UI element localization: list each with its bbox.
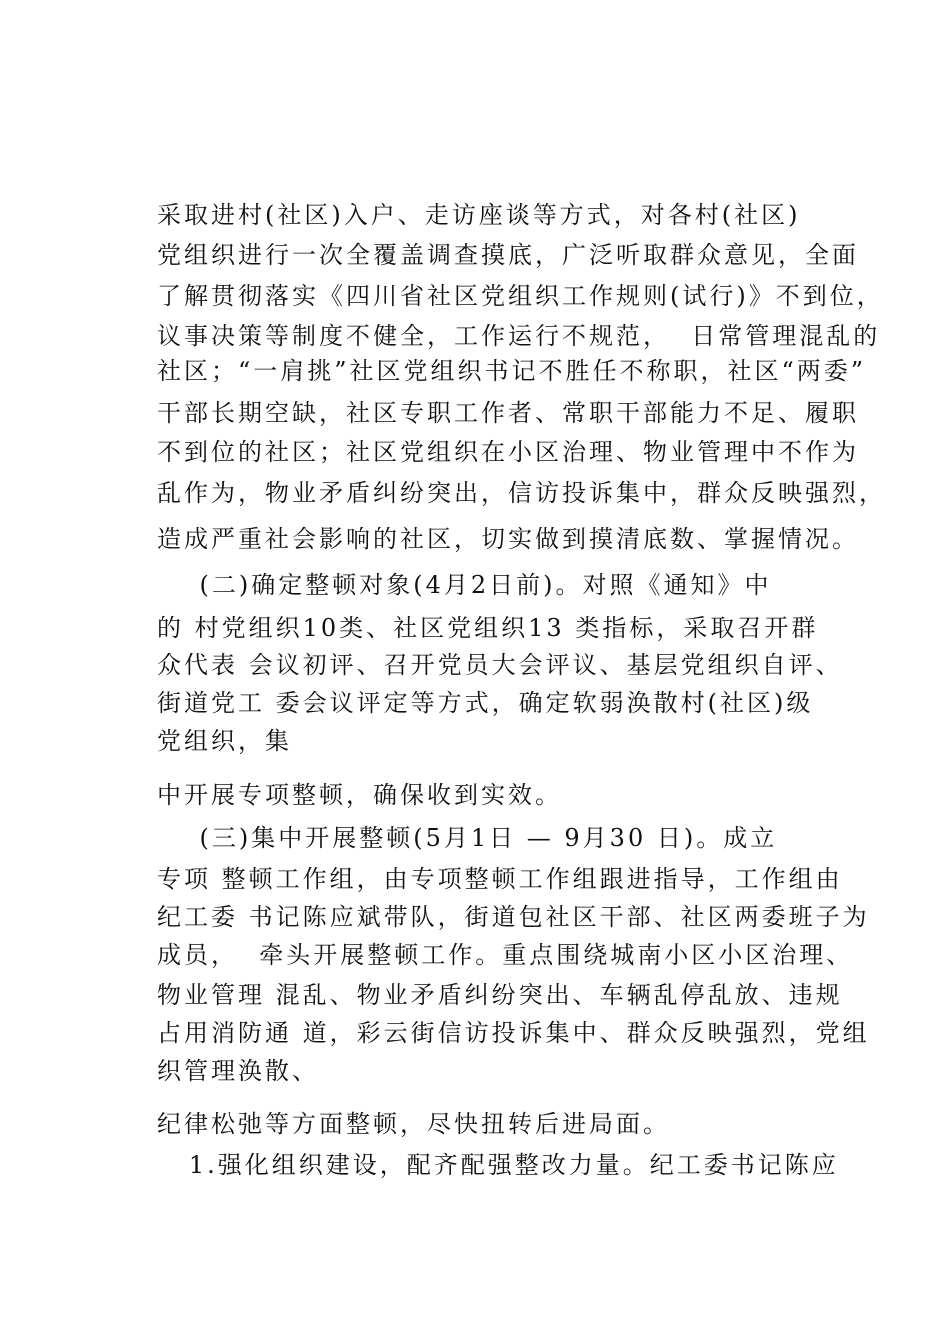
text-line: 织管理涣散、 bbox=[157, 1057, 319, 1085]
text-line: 街道党工 委会议评定等方式，确定软弱涣散村(社区)级 bbox=[157, 689, 814, 717]
text-line: 党组织，集 bbox=[157, 727, 292, 755]
text-line: 中开展专项整顿，确保收到实效。 bbox=[157, 781, 562, 809]
text-line: 党组织进行一次全覆盖调查摸底，广泛听取群众意见，全面 bbox=[157, 241, 859, 269]
text-line: 议事决策等制度不健全，工作运行不规范， 日常管理混乱的 bbox=[157, 322, 881, 350]
text-line: 不到位的社区；社区党组织在小区治理、物业管理中不作为 bbox=[157, 438, 859, 466]
text-line: 专项 整顿工作组，由专项整顿工作组跟进指导，工作组由 bbox=[157, 865, 843, 893]
text-line: 的 村党组织10类、社区党组织13 类指标，采取召开群 bbox=[157, 614, 819, 642]
text-line: 众代表 会议初评、召开党员大会评议、基层党组织自评、 bbox=[157, 651, 843, 679]
text-line: 纪工委 书记陈应斌带队，街道包社区干部、社区两委班子为 bbox=[157, 903, 870, 931]
text-line: 成员， 牵头开展整顿工作。重点围绕城南小区小区治理、 bbox=[157, 941, 854, 969]
text-line: 社区；“一肩挑”社区党组织书记不胜任不称职，社区“两委” bbox=[157, 357, 867, 385]
text-line: 干部长期空缺，社区专职工作者、常职干部能力不足、履职 bbox=[157, 399, 859, 427]
text-line: 占用消防通 道，彩云街信访投诉集中、群众反映强烈，党组 bbox=[157, 1019, 870, 1047]
paragraph-heading: (二)确定整顿对象(4月2日前)。对照《通知》中 bbox=[157, 571, 772, 599]
text-line: 了解贯彻落实《四川省社区党组织工作规则(试行)》不到位， bbox=[157, 282, 884, 310]
text-line: 纪律松弛等方面整顿，尽快扭转后进局面。 bbox=[157, 1110, 670, 1138]
text-line: 采取进村(社区)入户、走访座谈等方式，对各村(社区) bbox=[157, 201, 801, 229]
text-line: 物业管理 混乱、物业矛盾纠纷突出、车辆乱停乱放、违规 bbox=[157, 981, 843, 1009]
text-line: 造成严重社会影响的社区，切实做到摸清底数、掌握情况。 bbox=[157, 525, 859, 553]
paragraph-heading: (三)集中开展整顿(5月1日 — 9月30 日)。成立 bbox=[157, 824, 778, 852]
text-line: 乱作为，物业矛盾纠纷突出，信访投诉集中，群众反映强烈， bbox=[157, 479, 886, 507]
numbered-item: 1.强化组织建设，配齐配强整改力量。纪工委书记陈应 bbox=[157, 1151, 839, 1179]
